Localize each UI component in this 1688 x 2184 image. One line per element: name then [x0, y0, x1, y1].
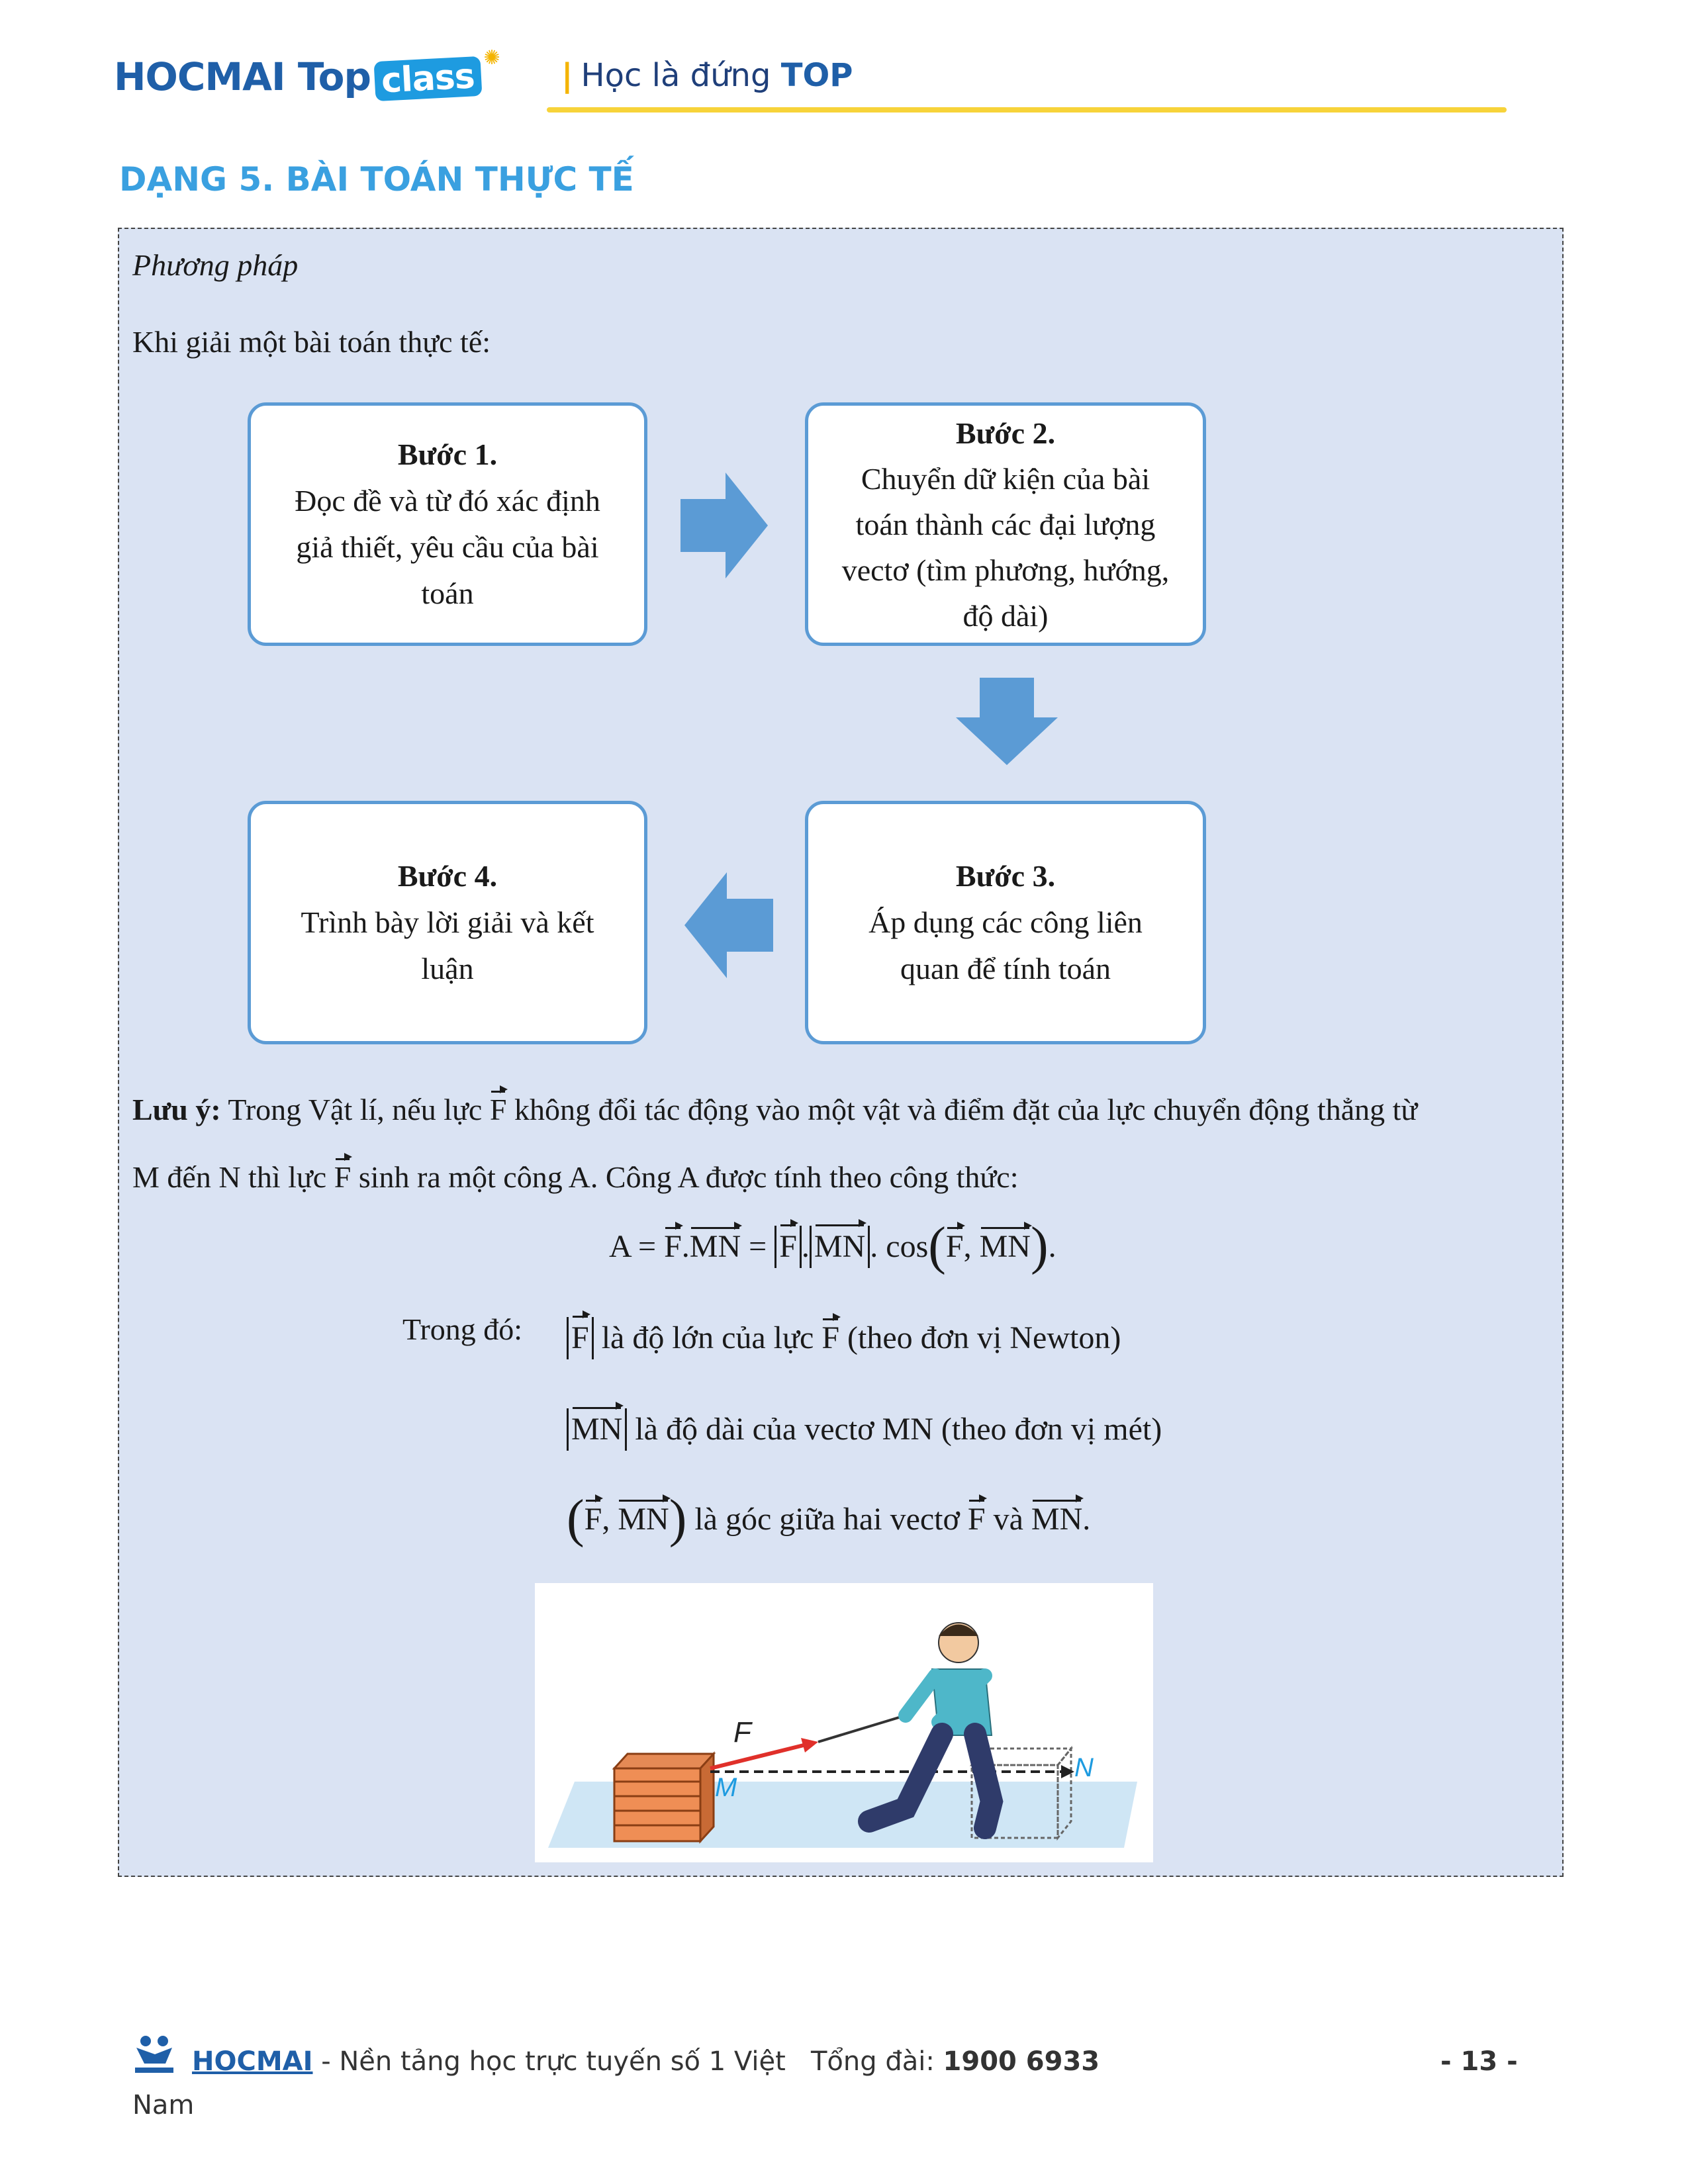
figure-label-M: M [715, 1773, 737, 1802]
note-text: sinh ra một công A. Công A được tính theo công thức: [358, 1160, 1019, 1194]
step-2-line: độ dài) [962, 598, 1049, 633]
note-text: không đổi tác động vào một vật và điểm đặt của lực chuyển động thẳng từ [514, 1093, 1418, 1126]
section-title: DẠNG 5. BÀI TOÁN THỰC TẾ [119, 160, 634, 199]
vector-MN: MN [618, 1502, 669, 1537]
where-item-1 [567, 1317, 1121, 1359]
step-4-line: Trình bày lời giải và kết [301, 905, 594, 939]
vector-MN: MN [979, 1229, 1031, 1264]
tagline-text: Học là đứng [581, 57, 771, 94]
crate-icon [614, 1754, 714, 1841]
logo-text-class: class [374, 56, 483, 101]
step-2-line: vectơ (tìm phương, hướng, [841, 553, 1170, 587]
note-label: Lưu ý: [132, 1093, 221, 1126]
step-3-box [805, 801, 1206, 1044]
where-text: là độ lớn của lực [601, 1320, 814, 1355]
where-text: là góc giữa hai vectơ [694, 1502, 960, 1537]
abs-F [567, 1317, 594, 1359]
formula-A: A [609, 1229, 631, 1264]
cos-text: cos [886, 1229, 929, 1264]
vector-F: F [821, 1320, 840, 1355]
step-3-line: Áp dụng các công liên [868, 905, 1143, 939]
vector-MN: MN [571, 1408, 622, 1451]
step-1-box [248, 402, 647, 646]
vector-F: F [664, 1229, 682, 1264]
footer-brand-link[interactable]: HOCMAI [192, 2046, 313, 2077]
where-label: Trong đó: [402, 1312, 523, 1346]
step-1-line: Đọc đề và từ đó xác định [295, 484, 600, 518]
vector-F: F [779, 1226, 797, 1268]
method-intro: Khi giải một bài toán thực tế: [132, 325, 491, 359]
step-4-box [248, 801, 647, 1044]
vector-MN: MN [1031, 1502, 1083, 1537]
vector-MN: MN [689, 1229, 741, 1264]
vector-F: F [489, 1093, 507, 1126]
footer-hotline: 1900 6933 [943, 2046, 1100, 2077]
note-text: Trong Vật lí, nếu lực [228, 1093, 483, 1126]
step-2-line: Chuyển dữ kiện của bài [861, 461, 1150, 496]
arrow-down-icon [956, 678, 1058, 765]
step-3-line: quan để tính toán [900, 952, 1111, 985]
footer-text: - Nền tảng học trực tuyến số 1 Việt [321, 2046, 786, 2077]
arrow-right-icon [680, 473, 768, 578]
tagline-strong: TOP [780, 57, 853, 94]
logo-text-top: Top [297, 54, 371, 99]
vector-F: F [967, 1502, 986, 1537]
sun-icon: ✺ [483, 46, 500, 69]
figure-label-N: N [1074, 1753, 1094, 1782]
vector-F: F [945, 1229, 964, 1264]
abs-F [774, 1226, 802, 1268]
note-line-2 [132, 1160, 1019, 1195]
where-item-3: (F, MN) là góc giữa hai vectơ F và MN. [567, 1490, 1091, 1548]
vector-F: F [571, 1317, 589, 1359]
vector-F: F [334, 1160, 352, 1194]
where-text: là độ dài của vectơ MN (theo đơn vị mét) [635, 1412, 1162, 1447]
arrow-left-icon [684, 872, 773, 978]
header-underline [547, 107, 1507, 113]
note-text: M đến N thì lực [132, 1160, 327, 1194]
step-2-title: Bước 2. [955, 416, 1056, 450]
footer-line-2: Nam [132, 2090, 195, 2120]
step-1-title: Bước 1. [397, 437, 498, 471]
where-text: và [993, 1502, 1023, 1537]
brand-logo [114, 46, 500, 101]
vector-MN: MN [814, 1226, 865, 1268]
tagline: | Học là đứng TOP [561, 57, 853, 94]
logo-text-hocmai: HOCMAI [114, 54, 285, 99]
abs-MN [567, 1408, 627, 1451]
step-2-line: toán thành các đại lượng [855, 507, 1156, 541]
pulling-box-illustration [535, 1583, 1153, 1862]
work-formula: A = F.MN = F . MN . cos(F, MN). [609, 1217, 1056, 1275]
step-2-box [805, 402, 1206, 646]
where-item-2 [567, 1408, 1162, 1451]
step-4-line: luận [421, 952, 474, 985]
step-4-title: Bước 4. [397, 859, 498, 893]
page-number: - 13 - [1440, 2046, 1518, 2077]
vector-F: F [584, 1502, 602, 1537]
where-text: (theo đơn vị Newton) [847, 1320, 1121, 1355]
method-label: Phương pháp [132, 248, 299, 282]
step-1-line: toán [421, 576, 474, 610]
step-1-line: giả thiết, yêu cầu của bài [296, 530, 599, 564]
figure-label-F: F [733, 1716, 751, 1749]
hocmai-small-logo-icon [131, 2034, 177, 2077]
note-line-1 [132, 1092, 1417, 1127]
footer-hotline-label: Tổng đài: [810, 2046, 935, 2077]
abs-MN [810, 1226, 870, 1268]
footer-line [192, 2046, 1100, 2077]
step-3-title: Bước 3. [955, 859, 1056, 893]
